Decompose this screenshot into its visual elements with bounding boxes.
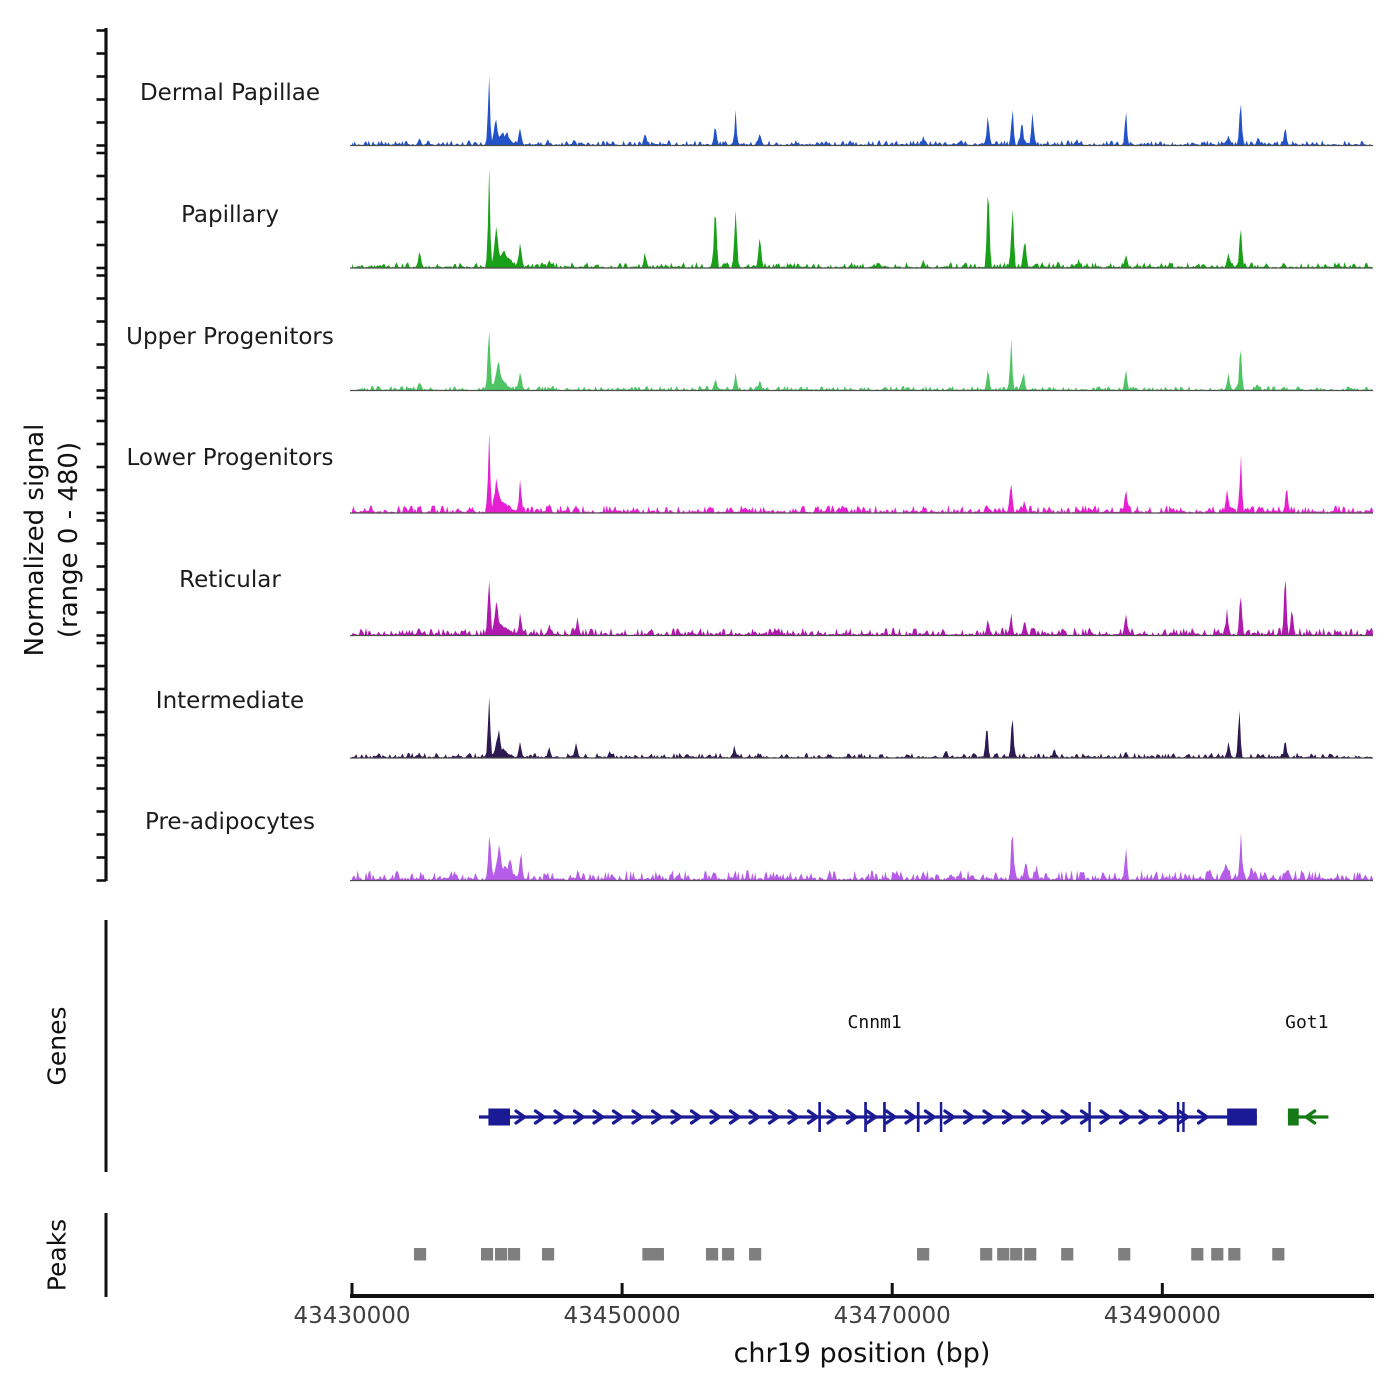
exon-tick-cnnm1 (1182, 1102, 1184, 1132)
track-label-reticular: Reticular (179, 567, 281, 593)
peak-interval (1024, 1248, 1036, 1261)
peaks-section-label: Peaks (42, 1218, 72, 1292)
peak-interval (1118, 1248, 1130, 1261)
peak-interval (1191, 1248, 1203, 1261)
exon-tick-cnnm1 (864, 1102, 867, 1132)
gene-label-got1: Got1 (1285, 1012, 1329, 1033)
x-tick-43430000: 43430000 (293, 1303, 411, 1329)
y-axis-label-line1: Normalized signal (20, 423, 50, 657)
peak-interval (481, 1248, 493, 1261)
peak-interval (1228, 1248, 1240, 1261)
exon-tick-cnnm1 (883, 1102, 886, 1132)
signal-area-pre-adipocytes (352, 832, 1373, 880)
peak-interval (1010, 1248, 1022, 1261)
peak-interval (706, 1248, 718, 1261)
genes-section-label: Genes (42, 1006, 72, 1086)
peak-interval (980, 1248, 992, 1261)
peak-interval (1272, 1248, 1284, 1261)
x-axis-title: chr19 position (bp) (733, 1338, 991, 1369)
signal-area-intermediate (352, 697, 1373, 758)
signal-area-papillary (352, 167, 1373, 268)
x-tick-43470000: 43470000 (833, 1303, 951, 1329)
signal-area-lower-progenitors (352, 432, 1373, 513)
signal-area-upper-progenitors (352, 331, 1373, 391)
track-label-lower-progenitors: Lower Progenitors (126, 445, 334, 471)
track-label-pre-adipocytes: Pre-adipocytes (144, 809, 316, 835)
peak-interval (1061, 1248, 1073, 1261)
peak-interval (749, 1248, 761, 1261)
exon-box-got1 (1288, 1109, 1299, 1126)
x-tick-43490000: 43490000 (1103, 1303, 1221, 1329)
track-label-upper-progenitors: Upper Progenitors (126, 324, 334, 350)
peak-interval (414, 1248, 426, 1261)
signal-area-dermal-papillae (352, 76, 1373, 145)
track-label-dermal-papillae: Dermal Papillae (139, 80, 321, 106)
peak-interval (1211, 1248, 1223, 1261)
track-label-papillary: Papillary (181, 202, 279, 228)
x-tick-43450000: 43450000 (563, 1303, 681, 1329)
peak-interval (508, 1248, 520, 1261)
peak-interval (642, 1248, 664, 1261)
peak-interval (495, 1248, 507, 1261)
signal-area-reticular (352, 580, 1373, 635)
exon-box-cnnm1 (488, 1109, 510, 1126)
peak-interval (542, 1248, 554, 1261)
peak-interval (997, 1248, 1009, 1261)
exon-tick-cnnm1 (940, 1102, 942, 1132)
y-axis-label-line2: (range 0 - 480) (54, 441, 84, 639)
exon-box-cnnm1 (1227, 1109, 1257, 1126)
track-label-intermediate: Intermediate (155, 688, 305, 714)
peak-interval (722, 1248, 734, 1261)
gene-label-cnnm1: Cnnm1 (847, 1012, 902, 1033)
exon-tick-cnnm1 (1177, 1102, 1179, 1132)
peak-interval (917, 1248, 929, 1261)
y-axis-label (18, 424, 86, 657)
